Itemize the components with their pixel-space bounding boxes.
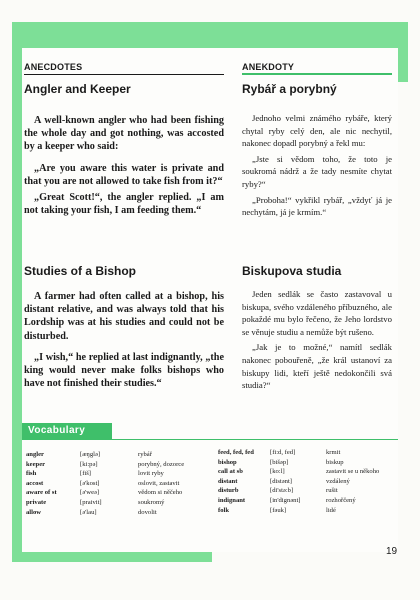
paragraph: „Proboha!“ vykřikl rybář, „vždyť já je nechytám, já je krmím.“: [242, 194, 392, 218]
paragraph: A well-known angler who had been fishing the whole day and got nothing, was accosted by a keeper who said:: [24, 115, 224, 153]
vocab-trans: lovit ryby: [138, 470, 164, 478]
vocab-pron: [fi:d, fed]: [270, 449, 296, 456]
story2-text-cz: [242, 288, 392, 395]
vocab-row: [26, 508, 208, 518]
vocab-row: [218, 477, 388, 487]
vocab-word: angler: [26, 451, 44, 458]
page-number: 19: [386, 546, 398, 557]
vocab-word: keeper: [26, 460, 46, 468]
vocab-row: [218, 467, 388, 477]
vocab-word: private: [26, 498, 47, 506]
vocab-trans: oslovit, zastavit: [138, 479, 180, 487]
header-anecdotes: ANECDOTES: [24, 62, 83, 72]
vocab-trans: dovolit: [138, 508, 157, 516]
vocab-trans: vědom si něčeho: [138, 489, 183, 497]
vocab-trans: rozhořčený: [326, 496, 356, 504]
story1-text-cz: [242, 112, 392, 222]
story1-title-cz: Rybář a porybný: [242, 82, 337, 96]
vocab-pron: [fəuk]: [270, 506, 287, 514]
paragraph: Jednoho velmi známého rybáře, který chytal ryby celý den, ale nic nechytil, nakonec dopadl porybný a řekl mu:: [242, 113, 392, 149]
green-frame-left: [12, 22, 22, 562]
vocab-word: distant: [218, 477, 238, 485]
vocab-word: aware of st: [26, 489, 57, 497]
header-rule-left: [24, 74, 224, 75]
vocabulary-rule: [22, 439, 398, 440]
paragraph: „Jak je to možné,“ namítl sedlák nakonec pobouřeně, „že král ustanoví za biskupy lidi, kteří ještě nedokončili svá studia?“: [242, 342, 392, 391]
green-frame-right: [398, 22, 408, 82]
vocab-row: [26, 450, 208, 460]
vocab-row: [26, 479, 208, 489]
vocab-trans: lidé: [326, 506, 336, 514]
paragraph: „I wish,“ he replied at last indignantly, „the king would never make folks bishops who have not finished their studies.“: [24, 351, 224, 390]
vocabulary-table-left: [26, 450, 208, 517]
paragraph: „Are you aware this water is private and that you are not allowed to take fish from it?“: [24, 162, 224, 187]
story1-text-en: [24, 114, 224, 220]
story2-title-en: Studies of a Bishop: [24, 264, 137, 278]
vocab-row: [218, 448, 388, 458]
vocab-word: bishop: [218, 458, 237, 466]
vocab-row: [26, 488, 208, 498]
vocab-word: feed, fed, fed: [218, 449, 254, 456]
vocab-pron: [ko:l]: [270, 468, 285, 476]
vocab-trans: soukromý: [138, 498, 165, 506]
vocab-word: call at sb: [218, 468, 243, 476]
vocab-pron: [fiš]: [80, 470, 91, 478]
vocab-trans: vzdálený: [326, 477, 350, 485]
vocab-word: disturb: [218, 487, 239, 495]
header-rule-right: [242, 73, 392, 75]
vocab-trans: rybář: [138, 451, 152, 458]
story2-title-cz: Biskupova studia: [242, 264, 342, 278]
vocab-trans: porybný, dozorce: [138, 460, 185, 468]
vocab-word: folk: [218, 506, 229, 514]
vocab-pron: [ə'lau]: [80, 508, 97, 516]
story2-text-en: [24, 290, 224, 393]
vocabulary-table-right: [218, 448, 388, 515]
green-frame-top: [12, 22, 408, 48]
vocab-pron: [æŋglə]: [80, 451, 101, 458]
vocab-pron: [ə'kost]: [80, 479, 100, 487]
vocab-trans: rušit: [326, 487, 338, 495]
vocab-pron: [praivit]: [80, 498, 102, 506]
vocab-row: [218, 496, 388, 506]
paragraph: Jeden sedlák se často zastavoval u biskupa, svého vzdáleného příbuzného, ale pokaždé mu bylo řečeno, že Jeho lordstvo se věnuje studiu a nemůže být rušeno.: [242, 289, 392, 337]
header-anekdoty: ANEKDOTY: [242, 62, 295, 72]
vocab-pron: [bišəp]: [270, 458, 289, 466]
vocab-word: indignant: [218, 496, 246, 504]
paragraph: A farmer had often called at a bishop, his distant relative, and was always told that his Lordship was at his studies and could not be disturbed.: [24, 291, 224, 342]
green-frame-bottom: [12, 552, 212, 562]
vocab-row: [218, 486, 388, 496]
vocab-pron: [ə'weə]: [80, 489, 100, 497]
vocab-trans: krmit: [326, 449, 341, 456]
vocab-row: [218, 506, 388, 516]
paragraph: „Great Scott!“, the angler replied. „I am not taking your fish, I am feeding them.“: [24, 192, 224, 217]
vocab-pron: [distənt]: [270, 477, 292, 485]
vocab-trans: biskup: [326, 458, 344, 466]
vocabulary-banner: Vocabulary: [22, 423, 112, 439]
vocab-word: allow: [26, 508, 42, 516]
vocab-word: fish: [26, 470, 37, 478]
vocab-pron: [in'dignənt]: [270, 496, 301, 504]
vocab-row: [26, 498, 208, 508]
vocab-pron: [ki:pə]: [80, 460, 98, 468]
vocab-row: [26, 460, 208, 470]
paragraph: „Jste si vědom toho, že toto je soukromá nádrž a že tady nesmíte chytat ryby?“: [242, 153, 392, 189]
vocab-trans: zastavit se u někoho: [326, 468, 380, 476]
story1-title-en: Angler and Keeper: [24, 82, 131, 96]
vocab-row: [218, 458, 388, 468]
vocab-word: accost: [26, 479, 44, 487]
vocab-row: [26, 469, 208, 479]
vocab-pron: [di'stə:b]: [270, 487, 294, 495]
